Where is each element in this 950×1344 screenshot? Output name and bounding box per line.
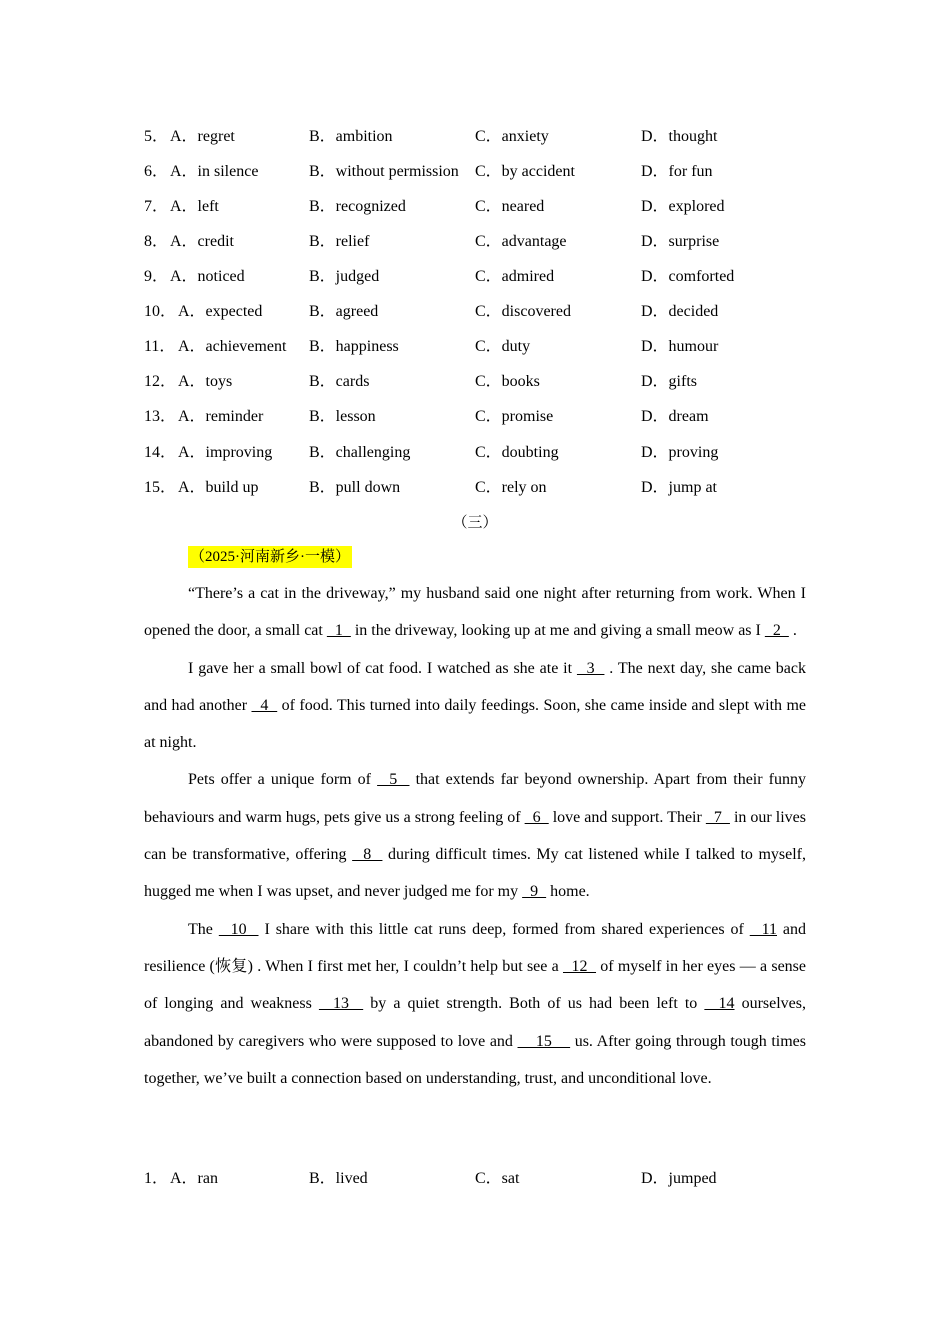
option-b: B．ambition: [309, 128, 393, 145]
source-tag: （2025·河南新乡·一模）: [188, 546, 352, 568]
option-c: C．anxiety: [475, 128, 549, 145]
option-d: D．jump at: [641, 479, 717, 496]
passage-text: home.: [546, 883, 590, 901]
question-number: 11．: [144, 338, 176, 355]
passage-text: “There’s a cat in the driveway,” my husband said one night after returning from work. When I opened the door, a small cat: [144, 585, 806, 640]
blank-4: 4: [251, 696, 278, 714]
option-a: A．noticed: [170, 268, 245, 285]
option-d: D．explored: [641, 198, 725, 215]
option-b: B．lived: [309, 1170, 368, 1187]
blank-2: 2: [764, 622, 789, 640]
passage-text: by a quiet strength. Both of us had been left to: [363, 995, 705, 1013]
option-row: [144, 442, 824, 464]
paragraph-4: [144, 911, 806, 1097]
question-number: 12．: [144, 373, 177, 390]
paragraph-2: [144, 650, 806, 762]
blank-13: 13: [318, 995, 364, 1013]
option-d: D．gifts: [641, 373, 698, 390]
option-a: A．left: [170, 198, 219, 215]
option-d: D．comforted: [641, 268, 735, 285]
option-b: B．challenging: [309, 444, 411, 461]
option-b: B．judged: [309, 268, 380, 285]
passage-text: The: [188, 920, 219, 938]
section-heading: （三）: [452, 515, 498, 531]
option-b: B．relief: [309, 233, 370, 250]
option-d: D．proving: [641, 444, 719, 461]
passage-text: of myself in her eyes — a sense of longing and weakness: [144, 957, 807, 1013]
option-c: C．duty: [475, 338, 531, 355]
option-a: A．credit: [170, 233, 234, 250]
passage-text: Pets offer a unique form of: [188, 771, 378, 789]
blank-14: 14: [704, 995, 735, 1013]
blank-12: 12: [562, 957, 597, 975]
option-row: [144, 301, 824, 323]
question-number: 7．: [144, 198, 169, 215]
option-a: A．expected: [178, 303, 263, 320]
option-b: B．happiness: [309, 338, 399, 355]
question-number: 14．: [144, 444, 177, 461]
blank-9: 9: [522, 883, 547, 901]
passage-text: and resilience (恢复) . When I first met her, I couldn’t help but see a: [144, 920, 807, 975]
question-number: 13．: [144, 408, 177, 425]
option-c: C．by accident: [475, 163, 575, 180]
option-c: C．admired: [475, 268, 555, 285]
question-number: 8．: [144, 233, 169, 250]
option-b: B．pull down: [309, 479, 401, 496]
option-b: B．cards: [309, 373, 370, 390]
passage-text: of food. This turned into daily feedings. Soon, she came inside and slept with me at night.: [144, 696, 806, 752]
question-number: 9．: [144, 268, 169, 285]
paragraph-3: [144, 761, 806, 910]
question-number: 10．: [144, 303, 177, 320]
option-b: B．recognized: [309, 198, 406, 215]
option-c: C．discovered: [475, 303, 571, 320]
passage-text: I gave her a small bowl of cat food. I watched as she ate it: [188, 659, 577, 677]
option-c: C．promise: [475, 408, 554, 425]
blank-1: 1: [326, 622, 351, 640]
passage-text: .: [788, 622, 797, 640]
option-d: D．surprise: [641, 233, 720, 250]
option-row: [144, 1168, 824, 1190]
passage-text: ourselves, abandoned by caregivers who were supposed to love and: [144, 995, 807, 1050]
blank-3: 3: [576, 659, 605, 677]
blank-15: 15: [517, 1032, 571, 1050]
option-row: [144, 477, 824, 499]
option-row: [144, 196, 824, 218]
option-row: [144, 126, 824, 148]
passage-text: us. After going through tough times together, we’ve built a connection based on understanding, trust, and unconditional love.: [144, 1032, 807, 1087]
blank-7: 7: [705, 808, 730, 826]
passage-text: I share with this little cat runs deep, formed from shared experiences of: [258, 920, 750, 938]
option-a: A．achievement: [178, 338, 287, 355]
option-c: C．sat: [475, 1170, 520, 1187]
option-row: [144, 266, 824, 288]
blank-10: 10: [218, 920, 259, 938]
option-c: C．neared: [475, 198, 545, 215]
option-a: A．reminder: [178, 408, 264, 425]
blank-8: 8: [352, 846, 383, 864]
cloze-passage: [144, 575, 806, 1097]
option-row: [144, 336, 824, 358]
option-b: B．agreed: [309, 303, 379, 320]
question-number: 15．: [144, 479, 177, 496]
option-c: C．doubting: [475, 444, 559, 461]
option-d: D．dream: [641, 408, 709, 425]
option-row: [144, 231, 824, 253]
blank-5: 5: [377, 771, 410, 789]
blank-6: 6: [524, 808, 549, 826]
blank-11: 11: [749, 920, 777, 938]
option-d: D．decided: [641, 303, 719, 320]
option-a: A．build up: [178, 479, 259, 496]
paragraph-1: [144, 575, 806, 650]
option-row: [144, 406, 824, 428]
passage-text: love and support. Their: [548, 808, 706, 826]
option-c: C．advantage: [475, 233, 567, 250]
option-b: B．without permission: [309, 163, 459, 180]
option-a: A．improving: [178, 444, 273, 461]
passage-text: that extends far beyond ownership. Apart from their funny behaviours and warm hugs, pets give us a strong feeling of: [144, 771, 807, 826]
option-a: A．in silence: [170, 163, 259, 180]
question-number-a: 5．: [144, 128, 169, 145]
option-a: A．regret: [170, 128, 235, 145]
option-b: B．lesson: [309, 408, 376, 425]
option-c: C．books: [475, 373, 540, 390]
passage-text: in the driveway, looking up at me and giving a small meow as I: [350, 622, 765, 640]
option-a: A．ran: [170, 1170, 218, 1187]
question-number: 1．: [144, 1170, 169, 1187]
option-row: [144, 371, 824, 393]
passage-text: during difficult times. My cat listened while I talked to myself, hugged me when I was upset, and never judged me for my: [144, 846, 807, 901]
option-d: D．thought: [641, 128, 718, 145]
option-c: C．rely on: [475, 479, 547, 496]
option-d: D．jumped: [641, 1170, 717, 1187]
passage-text: in our lives can be transformative, offering: [144, 808, 806, 864]
passage-text: . The next day, she came back and had another: [144, 659, 807, 714]
question-number: 6．: [144, 163, 169, 180]
option-d: D．for fun: [641, 163, 713, 180]
option-row: [144, 161, 824, 183]
option-a: A．toys: [178, 373, 233, 390]
option-d: D．humour: [641, 338, 719, 355]
